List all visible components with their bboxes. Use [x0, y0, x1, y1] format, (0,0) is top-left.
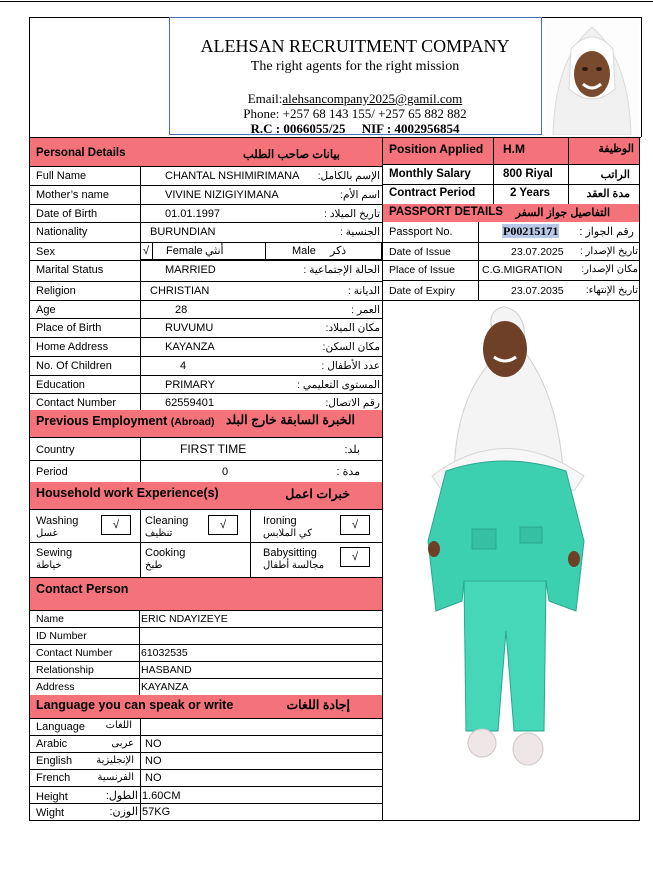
pos-divider-2 — [383, 184, 639, 185]
household-item-label: Washing — [36, 515, 79, 527]
personal-row-label-ar: الجنسية : — [339, 226, 380, 238]
male-label: Male — [292, 245, 316, 257]
weight-label: Wight — [36, 807, 65, 819]
language-row-divider — [30, 769, 382, 770]
contact-row-value: 61032535 — [141, 647, 188, 659]
email-link[interactable]: alehsancompany2025@gamil.com — [282, 91, 463, 106]
language-title: Language you can speak or write — [36, 698, 234, 712]
position-applied-value: H.M — [503, 142, 525, 156]
salary-ar: الراتب — [600, 169, 630, 181]
personal-row-divider — [30, 166, 382, 167]
personal-col-divider — [140, 166, 141, 410]
personal-row-divider — [30, 204, 382, 205]
household-item-label-ar: طبخ — [145, 560, 163, 571]
language-row-label-ar: الفرنسية — [97, 772, 134, 783]
personal-row-divider — [30, 318, 382, 319]
personal-row-value: PRIMARY — [165, 379, 215, 391]
household-checkbox[interactable]: √ — [101, 515, 131, 535]
height-label-ar: الطول: — [105, 790, 138, 802]
personal-row-divider — [30, 393, 382, 394]
household-item-label: Cooking — [145, 547, 186, 559]
personal-row-label: Nationality — [36, 226, 88, 238]
personal-row-label-ar: مكان السكن: — [322, 341, 380, 353]
weight-label-ar: الوزن: — [109, 806, 138, 818]
personal-row-label-ar: مكان الميلاد: — [325, 322, 380, 334]
personal-row-label-ar: رقم الاتصال: — [325, 397, 380, 409]
contact-row-divider — [30, 610, 382, 611]
language-row-value: NO — [145, 755, 162, 767]
personal-row-divider — [30, 300, 382, 301]
household-item-label-ar: غسل — [36, 528, 58, 539]
period-label-ar: مدة : — [336, 466, 360, 478]
language-col-divider — [140, 719, 141, 820]
right-table-border — [639, 138, 640, 820]
contract-ar: مدة العقد — [586, 188, 630, 200]
personal-row-value: CHANTAL NSHIMIRIMANA — [165, 170, 300, 182]
personal-row-label: Age — [36, 304, 56, 316]
bottom-border — [29, 820, 640, 821]
language-title-ar: إجادة اللغات — [286, 698, 350, 712]
household-checkbox[interactable]: √ — [340, 515, 370, 535]
sex-row — [140, 242, 382, 260]
female-check-divider — [152, 242, 153, 260]
height-value: 1.60CM — [142, 790, 181, 802]
company-tagline: The right agents for the right mission — [250, 59, 460, 74]
pos-col-divider-1 — [493, 138, 494, 204]
personal-row-divider — [30, 185, 382, 186]
personal-row-label: Home Address — [36, 341, 109, 353]
personal-row-divider — [30, 260, 382, 261]
applicant-full-photo — [384, 301, 638, 819]
personal-row-value: KAYANZA — [165, 341, 215, 353]
pp-divider-2 — [383, 260, 639, 261]
personal-row-divider — [30, 222, 382, 223]
company-name: ALEHSAN RECRUITMENT COMPANY — [200, 36, 510, 56]
issue-place-ar: مكان الإصدار: — [581, 264, 638, 275]
contact-row-value: KAYANZA — [141, 681, 189, 693]
language-row-label: French — [36, 772, 71, 784]
language-col-label-ar: اللغات — [105, 720, 132, 731]
issue-place-value: C.G.MIGRATION — [482, 264, 563, 276]
language-col-label: Language — [36, 721, 85, 733]
salary-label: Monthly Salary — [389, 168, 471, 180]
applicant-portrait — [545, 19, 639, 135]
contact-row-label: ID Number — [36, 630, 87, 642]
prev-divider-2 — [30, 460, 382, 461]
personal-row-value: 28 — [175, 304, 188, 316]
contact-row-divider — [30, 661, 382, 662]
language-row-label: English — [36, 755, 73, 767]
contact-row-divider — [30, 644, 382, 645]
previous-employment-title — [36, 414, 215, 428]
household-item-label-ar: مجالسة أطفال — [263, 560, 325, 571]
contact-row-label: Name — [36, 613, 65, 625]
personal-row-label-ar: عدد الأطفال : — [321, 360, 380, 372]
household-checkbox[interactable]: √ — [208, 515, 238, 535]
position-applied-ar: الوظيفة — [598, 143, 634, 155]
top-rule — [0, 1, 653, 2]
country-value: FIRST TIME — [180, 442, 247, 456]
personal-row-label: Marital Status — [36, 264, 104, 276]
personal-row-label-ar: الديانة : — [347, 285, 380, 297]
weight-value: 57KG — [142, 806, 171, 818]
height-divider — [30, 786, 382, 787]
personal-row-label-ar: الحالة الإجتماعية : — [303, 264, 380, 276]
personal-row-label-ar: المستوى التعليمي : — [297, 379, 380, 391]
household-item-label: Babysitting — [263, 547, 317, 559]
contact-row-divider — [30, 627, 382, 628]
language-row-label-ar: عربى — [111, 738, 134, 749]
male-label-ar: ذكر — [330, 245, 347, 257]
personal-row-divider — [30, 281, 382, 282]
language-row-value: NO — [145, 772, 162, 784]
prev-divider-1 — [30, 437, 382, 438]
center-divider — [382, 138, 383, 820]
period-value: 0 — [222, 466, 229, 478]
personal-row-value: BURUNDIAN — [150, 226, 216, 238]
household-item-label-ar: تنظيف — [145, 528, 173, 539]
position-applied-label: Position Applied — [389, 142, 484, 156]
contact-row-label: Relationship — [36, 664, 94, 676]
household-col-divider — [140, 510, 141, 577]
personal-details-title: Personal Details — [36, 147, 126, 159]
household-row-divider — [30, 542, 382, 543]
household-item-label: Ironing — [263, 515, 297, 527]
personal-row-label: Contact Number — [36, 397, 117, 409]
household-divider-top — [30, 509, 382, 510]
contact-row-label: Address — [36, 681, 75, 693]
personal-row-label: Religion — [36, 285, 76, 297]
company-rc: R.C : 0066055/25 NIF : 4002956854 — [250, 121, 460, 136]
pp-divider-1 — [383, 242, 639, 243]
issue-date-ar: تاريخ الإصدار : — [579, 246, 638, 257]
passport-title-ar: التفاصيل جواز السفر — [515, 207, 610, 219]
language-row-label: Arabic — [36, 738, 68, 750]
company-email — [170, 91, 540, 107]
household-title: Household work Experience(s) — [36, 486, 219, 500]
male-box[interactable] — [266, 242, 382, 260]
passport-title: PASSPORT DETAILS — [389, 206, 503, 218]
contract-label: Contract Period — [389, 187, 476, 199]
passport-number-value: P00215171 — [503, 224, 559, 238]
female-check: √ — [143, 245, 150, 257]
household-item-label-ar: كي الملابس — [263, 528, 312, 539]
personal-row-divider — [30, 375, 382, 376]
personal-row-label-ar: تاريخ الميلاد : — [324, 208, 380, 220]
contact-row-value: ERIC NDAYIZEYE — [141, 613, 228, 625]
female-box[interactable] — [140, 242, 266, 260]
passport-number-ar: رقم الجواز : — [579, 226, 634, 238]
country-label-ar: بلد: — [344, 444, 360, 456]
personal-row-label-ar: الإسم بالكامل: — [317, 170, 380, 182]
previous-employment-title-en: Previous Employment — [36, 414, 168, 428]
contact-row-divider — [30, 678, 382, 679]
pos-col-divider-2 — [568, 138, 569, 204]
female-label: Female — [166, 245, 203, 257]
personal-row-label: Date of Birth — [36, 208, 98, 220]
personal-row-value: CHRISTIAN — [150, 285, 210, 297]
company-phone: Phone: +257 68 143 155/ +257 65 882 882 — [243, 106, 467, 121]
personal-row-value: 4 — [180, 360, 187, 372]
issue-place-label: Place of Issue — [389, 264, 455, 276]
household-item-label: Cleaning — [145, 515, 189, 527]
language-row-divider — [30, 735, 382, 736]
expiry-date-value: 23.07.2035 — [511, 285, 564, 297]
personal-row-value: 01.01.1997 — [165, 208, 221, 220]
personal-row-value: 62559401 — [165, 397, 214, 409]
household-title-ar: خبرات اعمل — [285, 487, 350, 501]
personal-row-value: RUVUMU — [165, 322, 214, 334]
height-label: Height — [36, 791, 68, 803]
personal-row-label: No. Of Children — [36, 360, 112, 372]
personal-row-label-ar: العمر : — [351, 304, 380, 316]
contact-row-label: Contact Number — [36, 647, 113, 659]
email-label: Email: — [247, 91, 283, 106]
weight-divider — [30, 803, 382, 804]
pos-divider-1 — [383, 164, 639, 165]
header-left-border — [29, 17, 30, 137]
personal-row-value: MARRIED — [165, 264, 216, 276]
previous-employment-title-ar: الخبرة السابقة خارج البلد — [225, 413, 355, 427]
issue-date-label: Date of Issue — [389, 246, 451, 258]
household-item-label-ar: خياطة — [36, 560, 62, 571]
household-col-divider — [250, 510, 251, 577]
personal-row-label-ar: اسم الأم: — [340, 189, 380, 201]
personal-row-label: Mother’s name — [36, 189, 109, 201]
household-item-label: Sewing — [36, 547, 73, 559]
female-label-ar: أنثي — [205, 245, 224, 257]
language-row-value: NO — [145, 738, 162, 750]
personal-row-divider — [30, 337, 382, 338]
country-label: Country — [36, 444, 75, 456]
passport-number-label: Passport No. — [389, 226, 453, 238]
pp-col-divider — [478, 222, 479, 300]
salary-value: 800 Riyal — [503, 168, 553, 180]
header-right-border — [641, 17, 642, 137]
personal-row-label: Place of Birth — [36, 322, 102, 334]
pp-divider-3 — [383, 280, 639, 281]
household-checkbox[interactable]: √ — [340, 547, 370, 567]
language-row-label-ar: الإنجليزية — [96, 755, 134, 766]
personal-row-label: Sex — [36, 246, 55, 258]
contact-person-title: Contact Person — [36, 582, 129, 596]
personal-row-value: VIVINE NIZIGIYIMANA — [165, 189, 279, 201]
contact-row-value: HASBAND — [141, 664, 192, 676]
language-row-divider — [30, 752, 382, 753]
personal-row-divider — [30, 356, 382, 357]
expiry-date-label: Date of Expiry — [389, 285, 455, 297]
personal-details-title-ar: بيانات صاحب الطلب — [243, 149, 340, 161]
personal-row-label: Full Name — [36, 170, 87, 182]
contract-value: 2 Years — [510, 187, 551, 199]
personal-row-label: Education — [36, 379, 85, 391]
contact-col-divider — [139, 610, 140, 695]
previous-employment-abroad: (Abroad) — [170, 416, 215, 428]
period-label: Period — [36, 466, 68, 478]
expiry-date-ar: تاريخ الإنتهاء: — [585, 285, 638, 296]
issue-date-value: 23.07.2025 — [511, 246, 564, 258]
